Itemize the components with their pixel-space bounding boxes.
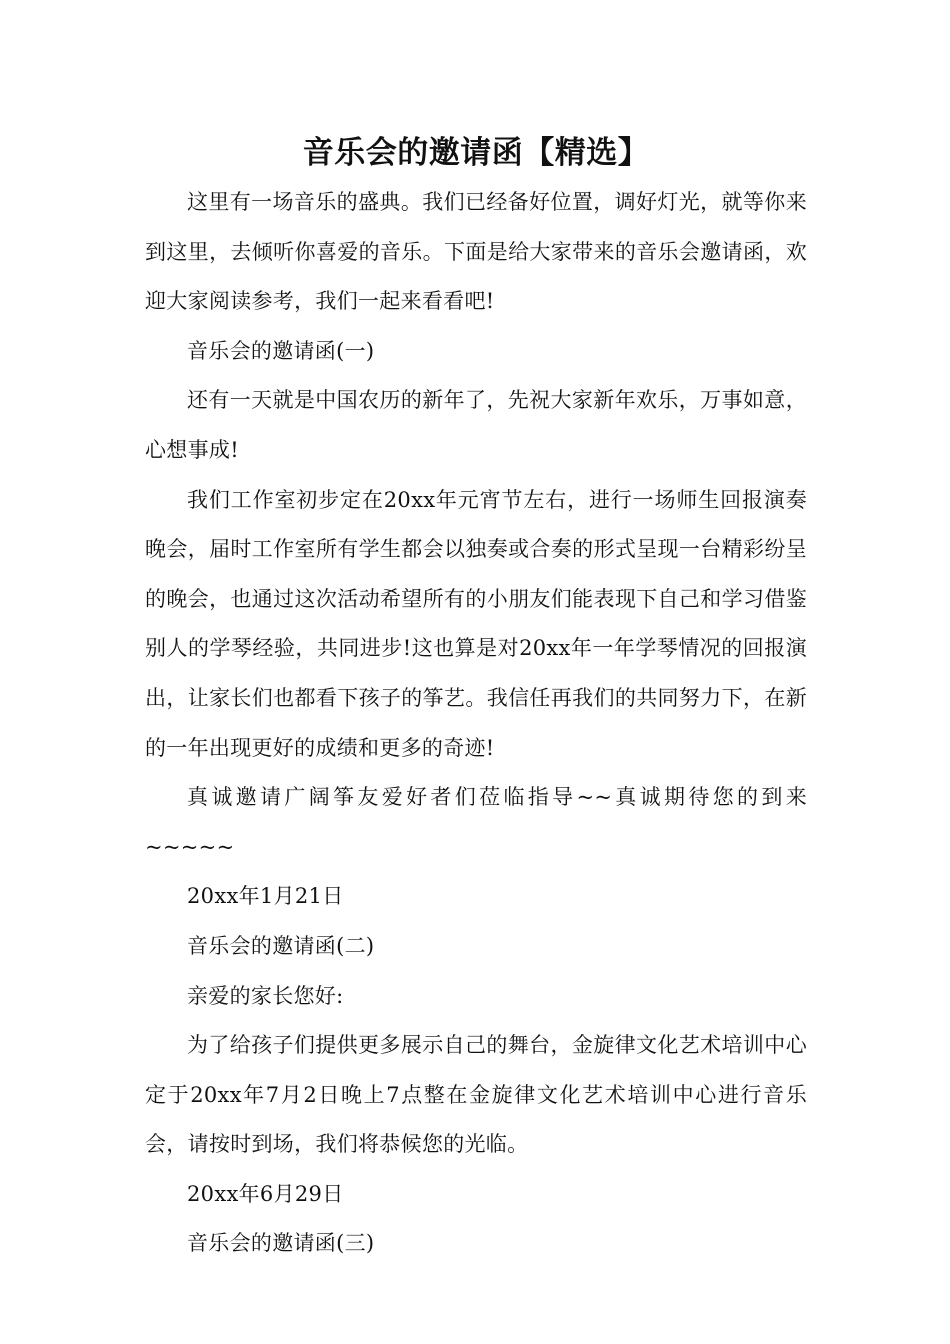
- concert-plan-paragraph: 我们工作室初步定在20xx年元宵节左右，进行一场师生回报演奏晚会，届时工作室所有学生都会以独奏或合奏的形式呈现一台精彩纷呈的晚会，也通过这次活动希望所有的小朋友们能表现下自己和学习借鉴别人的学琴经验，共同进步!这也算是对20xx年一年学琴情况的回报演出，让家长们也都看下孩子的筝艺。我信任再我们的共同努力下，在新的一年出现更好的成绩和更多的奇迹!: [145, 487, 807, 760]
- concert-notice-paragraph: 为了给孩子们提供更多展示自己的舞台，金旋律文化艺术培训中心定于20xx年7月2日晚上7点整在金旋律文化艺术培训中心进行音乐会，请按时到场，我们将恭候您的光临。: [145, 1033, 807, 1157]
- invitation-line: 真诚邀请广阔筝友爱好者们莅临指导~~真诚期待您的到来~~~~~: [145, 785, 807, 859]
- date-line-2: 20xx年6月29日: [187, 1181, 344, 1206]
- section-heading-3: 音乐会的邀请函(三): [187, 1231, 375, 1256]
- intro-paragraph: 这里有一场音乐的盛典。我们已经备好位置，调好灯光，就等你来到这里，去倾听你喜爱的音乐。下面是给大家带来的音乐会邀请函，欢迎大家阅读参考，我们一起来看看吧!: [145, 190, 807, 314]
- section-heading-2: 音乐会的邀请函(二): [187, 933, 375, 958]
- document-body: [145, 128, 807, 1269]
- section-heading-1: 音乐会的邀请函(一): [187, 338, 375, 363]
- date-line-1: 20xx年1月21日: [187, 884, 344, 909]
- document-title: 音乐会的邀请函【精选】: [302, 135, 650, 171]
- new-year-greeting-paragraph: 还有一天就是中国农历的新年了，先祝大家新年欢乐，万事如意，心想事成!: [145, 388, 807, 462]
- salutation-line: 亲爱的家长您好:: [187, 983, 344, 1008]
